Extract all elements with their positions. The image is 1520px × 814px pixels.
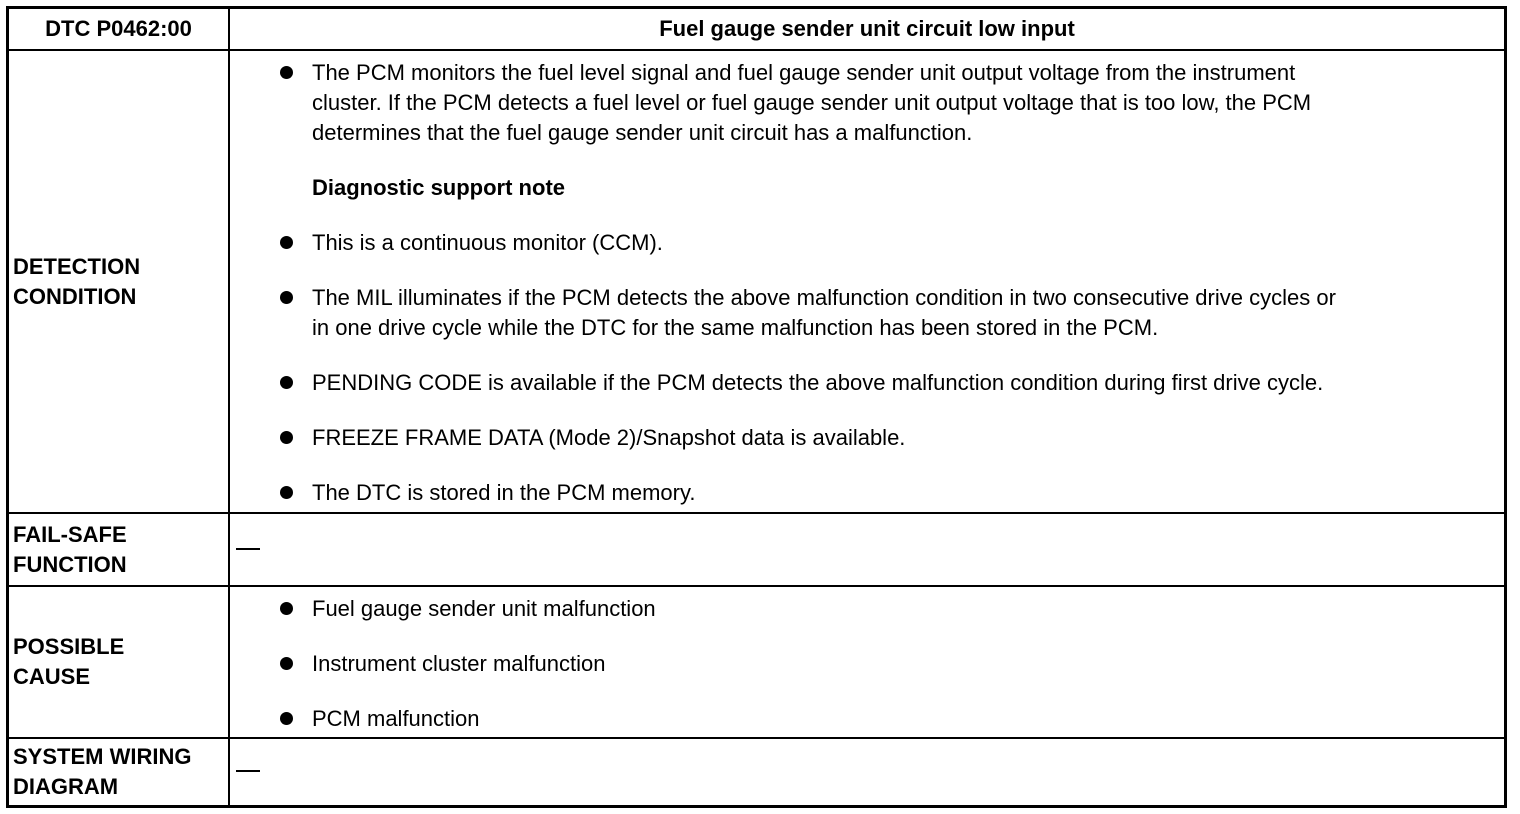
detection-note-line1: FREEZE FRAME DATA (Mode 2)/Snapshot data is available. bbox=[312, 425, 906, 450]
fail-safe-row bbox=[9, 514, 1504, 587]
bullet-icon bbox=[280, 657, 293, 670]
bullet-icon bbox=[280, 236, 293, 249]
detection-condition-content bbox=[230, 51, 1504, 512]
bullet-icon bbox=[280, 376, 293, 389]
possible-cause-content bbox=[230, 587, 1504, 737]
dtc-table bbox=[6, 6, 1507, 808]
fail-safe-content bbox=[230, 514, 1504, 585]
detection-label-line1: DETECTION bbox=[13, 253, 141, 279]
detection-condition-label bbox=[9, 51, 230, 512]
dtc-code: DTC P0462:00 bbox=[9, 9, 230, 49]
detection-note-line1: This is a continuous monitor (CCM). bbox=[312, 230, 663, 255]
system-wiring-label bbox=[9, 739, 230, 805]
bullet-icon bbox=[280, 602, 293, 615]
detection-note-item bbox=[312, 478, 1484, 508]
possible-cause-item bbox=[312, 649, 1484, 679]
detection-intro-line1: The PCM monitors the fuel level signal and fuel gauge sender unit output voltage from the instrument bbox=[312, 60, 1296, 85]
bullet-icon bbox=[280, 431, 293, 444]
system-wiring-label-line1: SYSTEM WIRING bbox=[13, 744, 192, 769]
detection-label-line2: CONDITION bbox=[13, 283, 137, 309]
possible-cause-item bbox=[312, 594, 1484, 624]
detection-intro-line3: determines that the fuel gauge sender unit circuit has a malfunction. bbox=[312, 120, 973, 145]
bullet-icon bbox=[280, 66, 293, 79]
bullet-icon bbox=[280, 712, 293, 725]
detection-note-line1: The MIL illuminates if the PCM detects the above malfunction condition in two consecutive drive cycles or bbox=[312, 285, 1336, 310]
fail-safe-label-line2: FUNCTION bbox=[13, 551, 127, 577]
em-dash bbox=[236, 548, 260, 550]
bullet-icon bbox=[280, 291, 293, 304]
fail-safe-label-line1: FAIL-SAFE bbox=[13, 521, 127, 547]
detection-intro-bullet bbox=[312, 58, 1484, 148]
detection-condition-row bbox=[9, 51, 1504, 514]
system-wiring-label-line2: DIAGRAM bbox=[13, 774, 119, 799]
system-wiring-row bbox=[9, 739, 1504, 805]
bullet-icon bbox=[280, 486, 293, 499]
detection-note-item bbox=[312, 423, 1484, 453]
detection-note-line2: in one drive cycle while the DTC for the same malfunction has been stored in the PCM. bbox=[312, 315, 1159, 340]
possible-cause-row bbox=[9, 587, 1504, 739]
system-wiring-content bbox=[230, 739, 1504, 805]
detection-note-item bbox=[312, 283, 1484, 343]
detection-intro-line2: cluster. If the PCM detects a fuel level or fuel gauge sender unit output voltage that is too low, the PCM bbox=[312, 90, 1312, 115]
detection-note-item bbox=[312, 368, 1484, 398]
possible-cause-text: Fuel gauge sender unit malfunction bbox=[312, 596, 656, 621]
dtc-title: Fuel gauge sender unit circuit low input bbox=[659, 16, 1075, 41]
possible-cause-label-line2: CAUSE bbox=[13, 664, 91, 689]
detection-note-item bbox=[312, 228, 1484, 258]
possible-cause-text: Instrument cluster malfunction bbox=[312, 651, 606, 676]
possible-cause-item bbox=[312, 704, 1484, 734]
header-row bbox=[9, 9, 1504, 51]
possible-cause-label-line1: POSSIBLE bbox=[13, 634, 125, 659]
detection-note-line1: PENDING CODE is available if the PCM detects the above malfunction condition during first drive cycle. bbox=[312, 370, 1324, 395]
detection-note-line1: The DTC is stored in the PCM memory. bbox=[312, 480, 696, 505]
fail-safe-label bbox=[9, 514, 230, 585]
em-dash bbox=[236, 770, 260, 772]
possible-cause-label bbox=[9, 587, 230, 737]
possible-cause-text: PCM malfunction bbox=[312, 706, 480, 731]
diagnostic-support-note-heading: Diagnostic support note bbox=[312, 175, 565, 200]
